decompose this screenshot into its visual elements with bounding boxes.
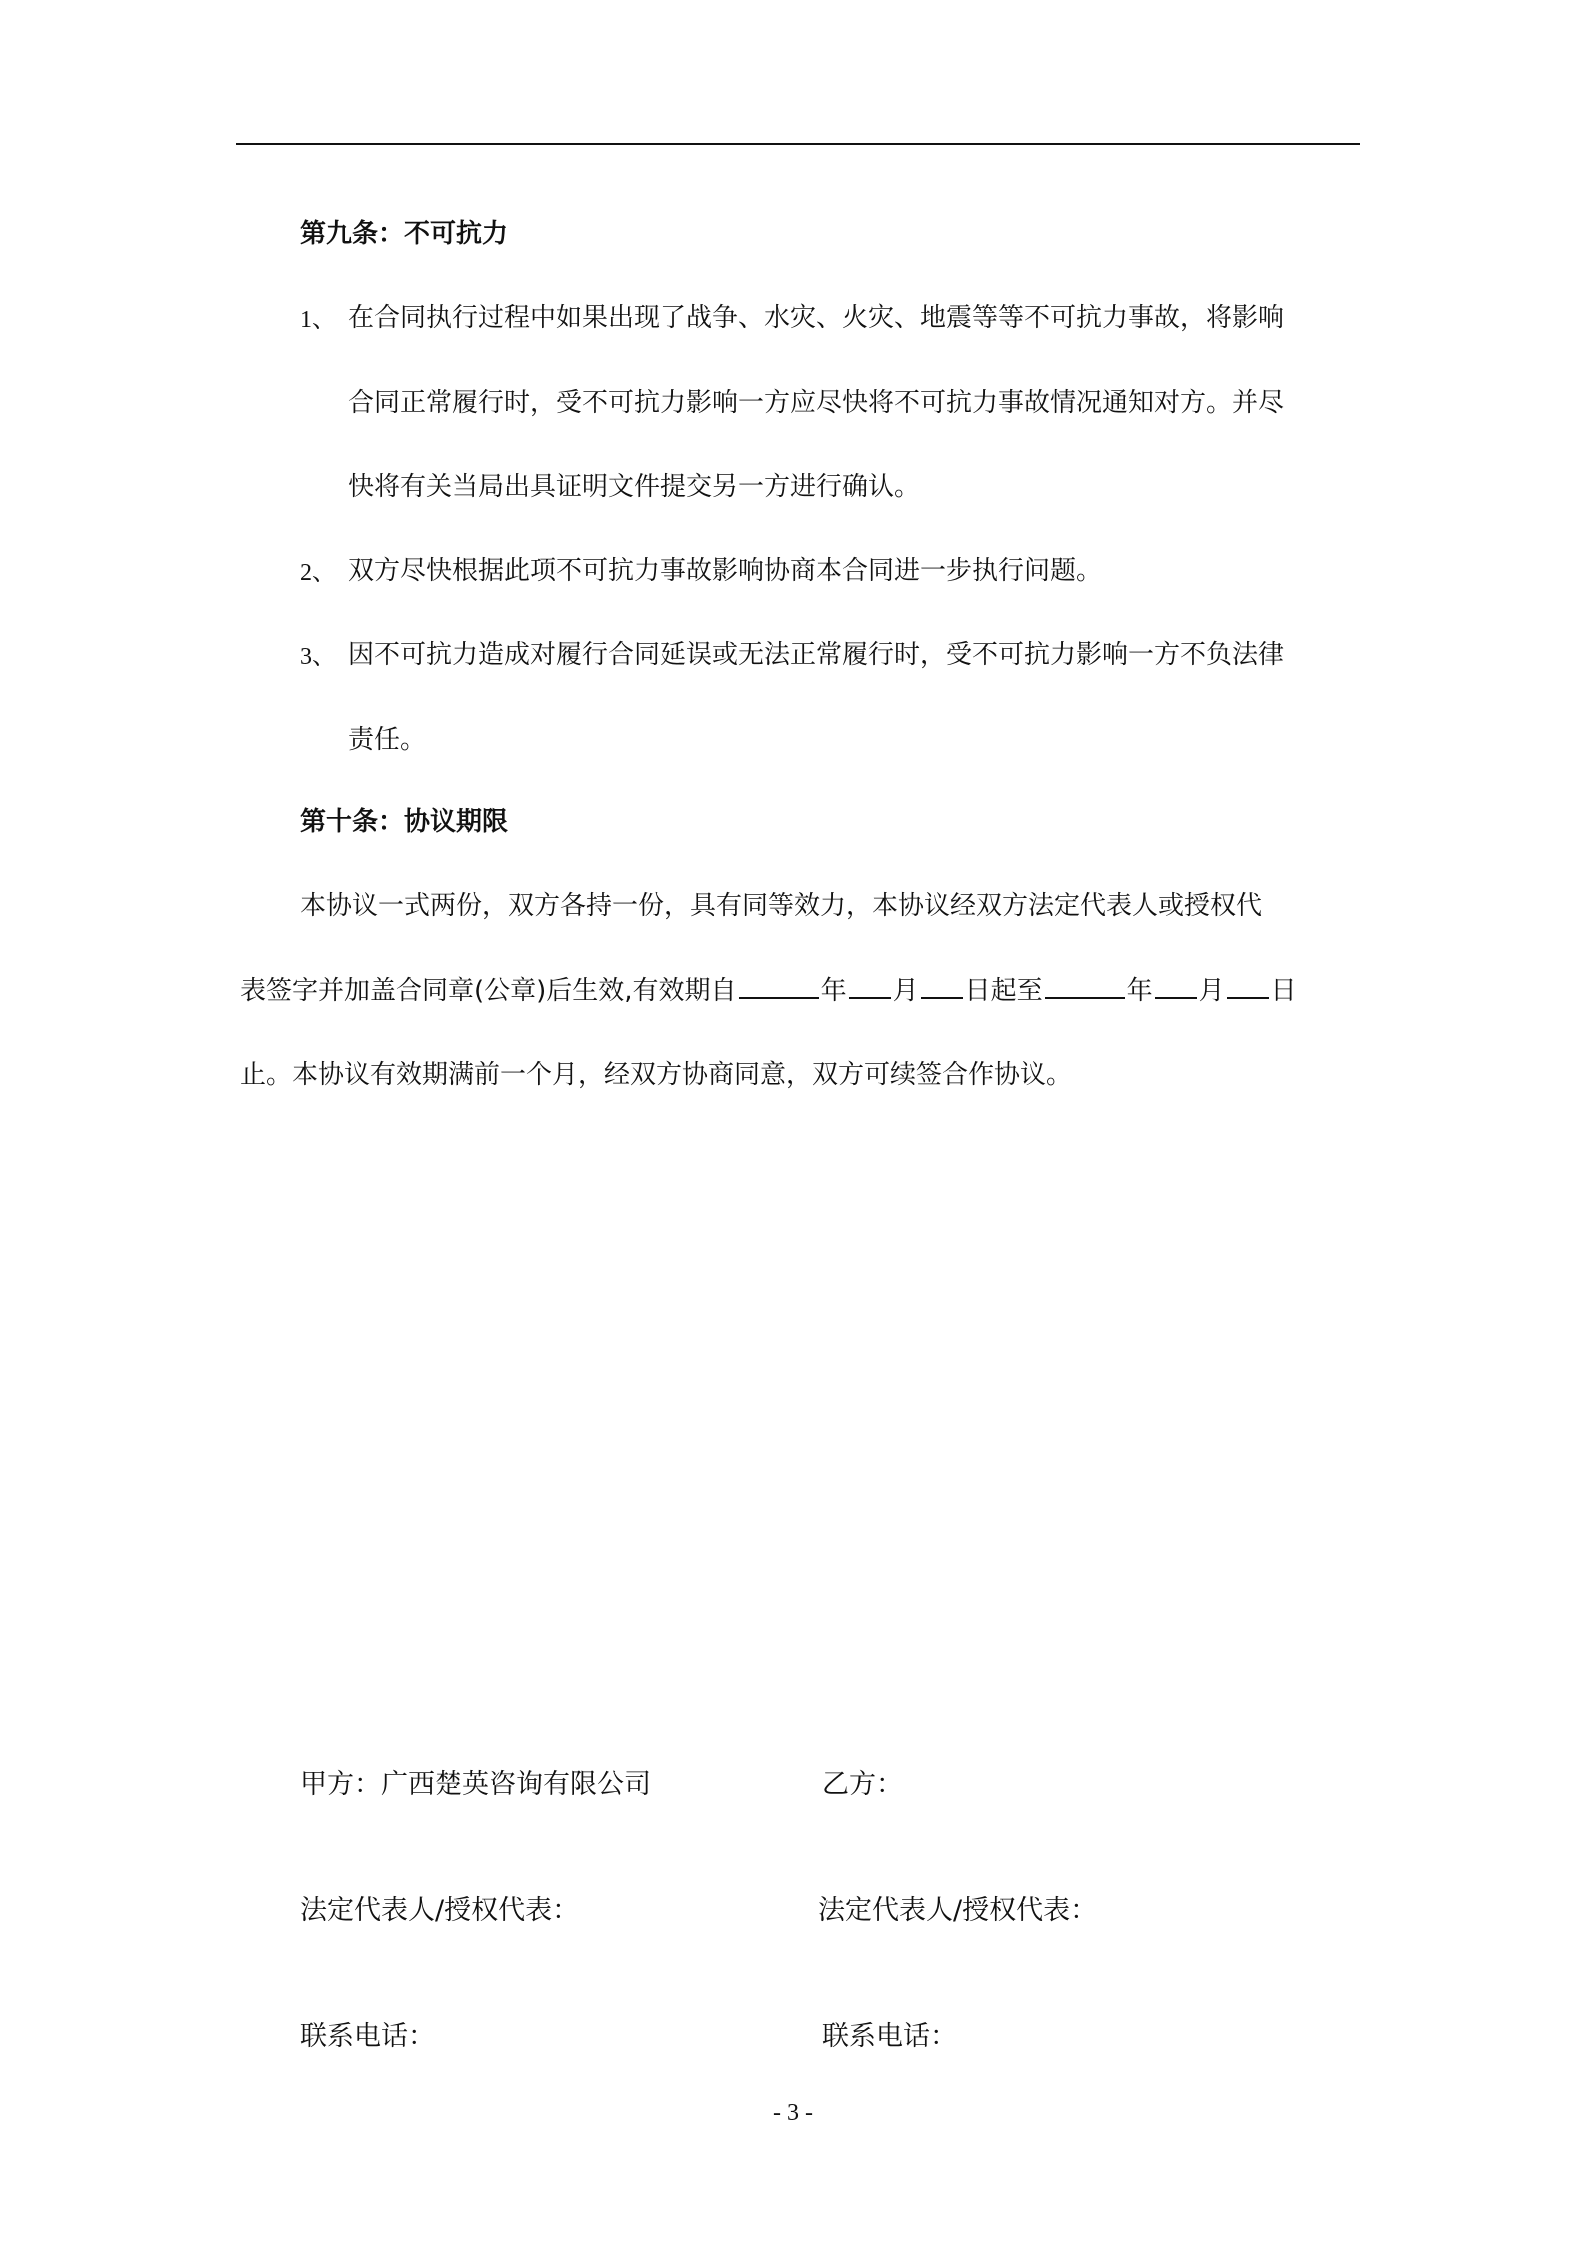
article10-line2 [240,970,1297,1007]
year-label-2: 年 [1126,976,1153,1006]
month-label-1: 月 [892,976,919,1006]
article9-heading: 第九条：不可抗力 [300,219,509,249]
item1-line2: 合同正常履行时，受不可抗力影响一方应尽快将不可抗力事故情况通知对方。并尽 [348,388,1285,418]
party-a-phone-label: 联系电话： [300,2021,435,2052]
article10-line3: 止。本协议有效期满前一个月，经双方协商同意，双方可续签合作协议。 [240,1060,1073,1090]
item1-number: 1、 [300,307,336,333]
end-year-blank [1045,975,1125,999]
article10-heading: 第十条：协议期限 [300,807,509,837]
year-label-1: 年 [820,976,847,1006]
start-year-blank [739,975,819,999]
item1-line3: 快将有关当局出具证明文件提交另一方进行确认。 [348,472,921,502]
item1-line1: 在合同执行过程中如果出现了战争、水灾、火灾、地震等等不可抗力事故，将影响 [348,303,1285,333]
end-month-blank [1155,975,1197,999]
validity-prefix: 表签字并加盖合同章(公章)后生效,有效期自 [240,976,737,1006]
page-number: - 3 - [773,2100,813,2126]
day-label-2: 日 [1270,976,1297,1006]
month-label-2: 月 [1198,976,1225,1006]
day-label-1: 日起至 [964,976,1043,1006]
party-b-representative-label: 法定代表人/授权代表： [818,1895,1098,1926]
item2-number: 2、 [300,560,336,586]
item3-line1: 因不可抗力造成对履行合同延误或无法正常履行时，受不可抗力影响一方不负法律 [348,640,1285,670]
item2-line1: 双方尽快根据此项不可抗力事故影响协商本合同进一步执行问题。 [348,556,1103,586]
party-b-label: 乙方： [822,1769,903,1800]
start-day-blank [921,975,963,999]
item3-line2: 责任。 [348,725,427,755]
party-a-representative-label: 法定代表人/授权代表： [300,1895,580,1926]
start-month-blank [849,975,891,999]
item3-number: 3、 [300,644,336,670]
party-a-label: 甲方：广西楚英咨询有限公司 [300,1769,651,1800]
party-b-phone-label: 联系电话： [822,2021,957,2052]
end-day-blank [1227,975,1269,999]
article10-line1: 本协议一式两份，双方各持一份，具有同等效力，本协议经双方法定代表人或授权代 [300,891,1263,921]
header-rule [236,143,1360,145]
